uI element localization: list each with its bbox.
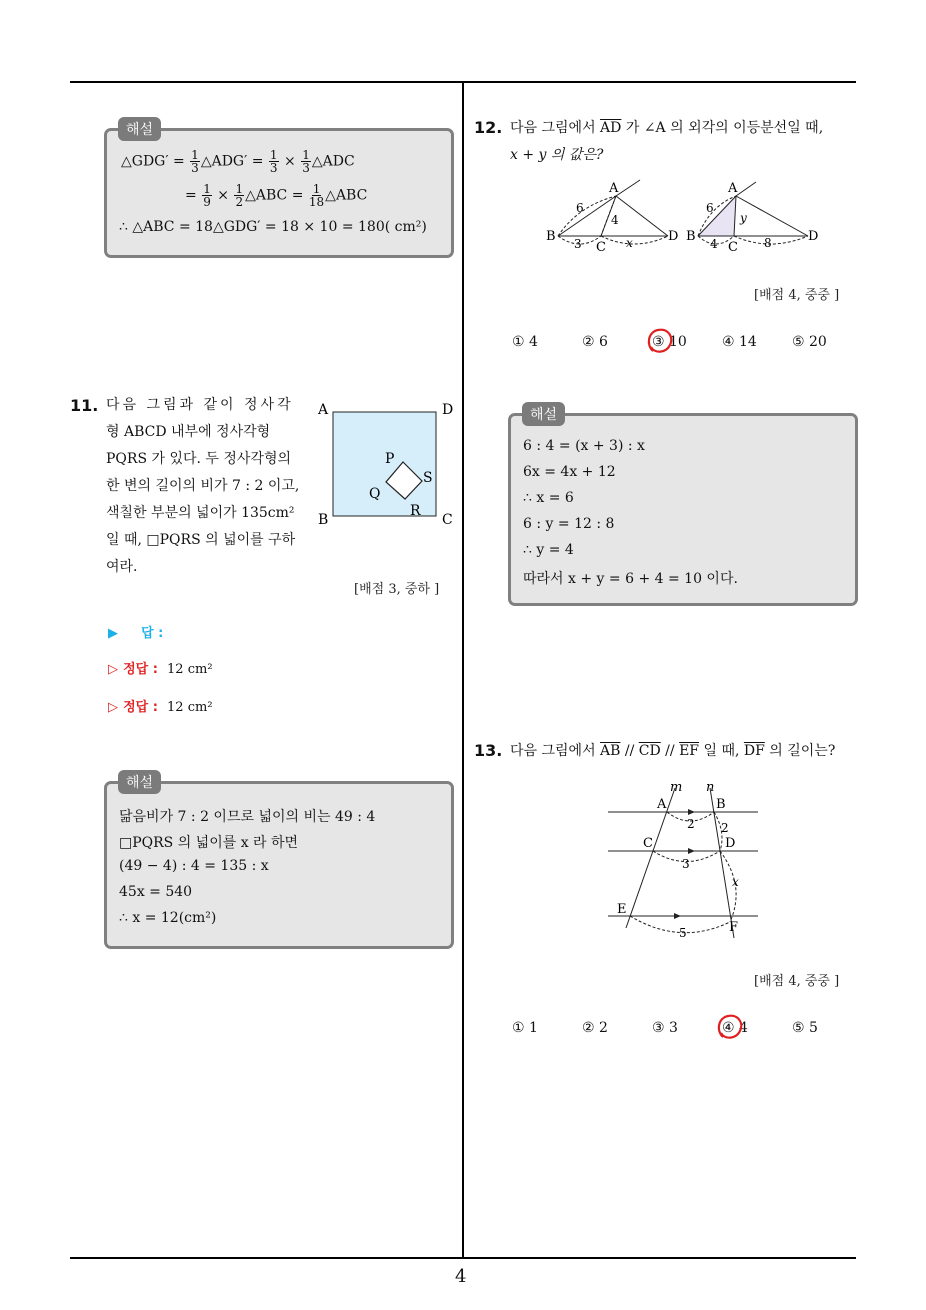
q13-number: 13. — [474, 741, 503, 760]
svg-text:D: D — [725, 836, 736, 851]
q12-choice-4[interactable]: ④ 14 — [722, 334, 757, 350]
sol11-line4: 45x = 540 — [119, 884, 193, 900]
svg-text:4: 4 — [710, 237, 718, 251]
q13-text: 다음 그림에서 $\overline{AB} // \overline{CD} // \overline{EF}$ 일 때, $\overline{DF}$ 의 길이는? — [510, 743, 836, 759]
sol11-line3: (49 − 4) : 4 = 135 : x — [119, 858, 269, 874]
q11-score-meta: [배점 3, 중하 ] — [354, 582, 440, 597]
q12-figure-1 — [544, 176, 684, 256]
svg-text:D: D — [808, 229, 819, 244]
q13-score-meta: [배점 4, 중중 ] — [754, 974, 840, 989]
svg-text:x: x — [626, 236, 633, 250]
svg-text:x: x — [732, 875, 739, 889]
sol12-line4: 6 : y = 12 : 8 — [523, 516, 615, 532]
q13-selected-circle-icon — [715, 1012, 745, 1042]
q13-choice-5[interactable]: ⑤ 5 — [792, 1020, 818, 1036]
q11-figure — [312, 398, 462, 528]
correct-arrow-icon: ▷ — [108, 662, 118, 677]
label-P: P — [385, 451, 395, 467]
solution-tag-12: 해설 — [522, 402, 565, 426]
sol12-line2: 6x = 4x + 12 — [523, 464, 616, 480]
solution-box-top — [104, 128, 454, 258]
q12-score-meta: [배점 4, 중중 ] — [754, 288, 840, 303]
bottom-rule — [70, 1257, 856, 1259]
column-divider — [462, 83, 464, 1259]
svg-text:E: E — [617, 902, 627, 917]
q11-text: 다음 그림과 같이 정사각 형 ABCD 내부에 정사각형 PQRS 가 있다. 두 정사각형의 한 변의 길이의 비가 7 : 2 이고, 색칠한 부분의 넓이가 135cm² 일 때, □PQRS 의 넓이를 구하 여라. — [106, 397, 300, 575]
svg-text:F: F — [729, 920, 739, 935]
correct-answer-row-2: ▷ 정답 : 12 cm² — [108, 700, 213, 715]
q13-choice-4[interactable]: ④ 4 — [722, 1020, 748, 1036]
svg-text:B: B — [686, 229, 696, 244]
sol12-line6: 따라서 x + y = 6 + 4 = 10 이다. — [523, 571, 738, 587]
q13-choice-2[interactable]: ② 2 — [582, 1020, 608, 1036]
svg-text:D: D — [668, 229, 679, 244]
q12-choice-1[interactable]: ① 4 — [512, 334, 538, 350]
svg-text:C: C — [596, 240, 606, 255]
q12-choice-5[interactable]: ⑤ 20 — [792, 334, 827, 350]
q12-choice-3[interactable]: ③ 10 — [652, 334, 687, 350]
q13-figure — [600, 776, 770, 942]
sol11-line2: □PQRS 의 넓이를 x 라 하면 — [119, 835, 299, 851]
label-D: D — [442, 402, 454, 418]
q11-number: 11. — [70, 396, 99, 415]
sol12-line1: 6 : 4 = (x + 3) : x — [523, 438, 645, 454]
svg-text:C: C — [643, 836, 653, 851]
q12-text: 다음 그림에서 $\overline{AD}$ 가 ∠A 의 외각의 이등분선일 때, x + y 의 값은? — [510, 120, 824, 163]
q13-choice-1[interactable]: ① 1 — [512, 1020, 538, 1036]
q12-selected-circle-icon — [645, 326, 675, 356]
svg-text:A: A — [728, 181, 738, 196]
label-Q: Q — [369, 486, 381, 502]
label-R: R — [410, 503, 421, 519]
label-S: S — [423, 470, 433, 486]
sol-top-line2: = $\frac{1}{9}$ × $\frac{1}{2}$ △ABC = $\frac{1}{18}$ △ABC — [185, 182, 368, 209]
sol-top-line3: ∴ △ABC = 18△GDG′ = 18 × 10 = 180( cm²) — [119, 219, 427, 235]
q12-number: 12. — [474, 118, 503, 137]
svg-text:2: 2 — [721, 821, 729, 835]
correct-arrow-icon: ▷ — [108, 700, 118, 715]
svg-text:5: 5 — [679, 926, 687, 940]
svg-text:6: 6 — [576, 201, 584, 215]
svg-text:2: 2 — [687, 817, 695, 831]
svg-text:3: 3 — [574, 237, 582, 251]
solution-tag-top: 해설 — [118, 117, 161, 141]
svg-text:A: A — [657, 797, 667, 812]
label-C: C — [442, 512, 453, 528]
sol11-line1: 닮음비가 7 : 2 이므로 넓이의 비는 49 : 4 — [119, 809, 376, 825]
svg-text:4: 4 — [611, 213, 619, 227]
solution-box-12 — [508, 413, 858, 606]
svg-text:B: B — [546, 229, 556, 244]
svg-text:3: 3 — [682, 857, 690, 871]
sol12-line5: ∴ y = 4 — [523, 542, 574, 558]
q12-figure-2 — [684, 176, 824, 256]
correct-answer-row-1: ▷ 정답 : 12 cm² — [108, 662, 213, 677]
svg-text:C: C — [728, 240, 738, 255]
svg-text:A: A — [609, 181, 619, 196]
solution-box-11 — [104, 781, 454, 949]
svg-text:8: 8 — [764, 236, 772, 250]
sol12-line3: ∴ x = 6 — [523, 490, 574, 506]
sol11-line5: ∴ x = 12(cm²) — [119, 910, 217, 926]
svg-text:y: y — [740, 211, 747, 225]
answer-row: ▶ 답 : — [108, 626, 164, 641]
sol-top-line1: △GDG′ = $\frac{1}{3}$ △ADG′ = $\frac{1}{3}$ × $\frac{1}{3}$ △ADC — [121, 148, 355, 175]
q12-choice-2[interactable]: ② 6 — [582, 334, 608, 350]
svg-text:n: n — [706, 780, 715, 795]
answer-arrow-icon: ▶ — [108, 626, 118, 641]
svg-text:m: m — [670, 780, 683, 795]
q13-choice-3[interactable]: ③ 3 — [652, 1020, 678, 1036]
svg-text:B: B — [716, 797, 726, 812]
label-A: A — [318, 402, 329, 418]
page-number: 4 — [455, 1266, 467, 1287]
solution-tag-11: 해설 — [118, 770, 161, 794]
svg-text:6: 6 — [706, 201, 714, 215]
label-B: B — [318, 512, 329, 528]
